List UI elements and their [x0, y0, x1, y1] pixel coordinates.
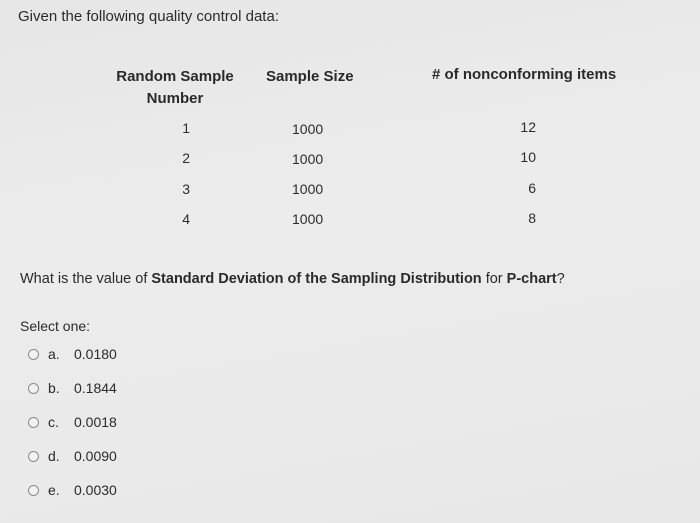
select-one-label: Select one: [20, 318, 91, 334]
cell-size-1: 1000 [292, 121, 324, 137]
option-value: 0.0018 [74, 414, 117, 430]
cell-sample-3: 3 [182, 181, 190, 197]
option-value: 0.1844 [74, 380, 117, 396]
radio-b[interactable] [28, 383, 39, 394]
cell-nonconforming-1: 12 [520, 119, 536, 135]
cell-nonconforming-2: 10 [520, 149, 536, 165]
question-suffix: ? [556, 271, 565, 287]
radio-d[interactable] [28, 451, 39, 462]
option-letter: a. [48, 346, 60, 362]
option-value: 0.0180 [74, 346, 117, 362]
option-value: 0.0030 [74, 482, 117, 498]
cell-nonconforming-3: 6 [528, 180, 536, 196]
header-random-sample-number: Random Sample Number [116, 68, 234, 107]
option-letter: d. [48, 448, 60, 464]
option-e[interactable] [28, 481, 117, 499]
header-sample-size: Sample Size [266, 68, 354, 85]
cell-sample-1: 1 [182, 120, 190, 136]
question-middle: for [481, 271, 507, 287]
header-nonconforming-items: # of nonconforming items [432, 66, 617, 83]
radio-a[interactable] [28, 349, 39, 360]
option-c[interactable] [28, 413, 117, 431]
question-prefix: What is the value of [20, 271, 152, 287]
cell-sample-4: 4 [182, 211, 190, 227]
option-a[interactable] [28, 345, 117, 363]
question-bold-term: Standard Deviation of the Sampling Distribution [151, 271, 482, 287]
option-letter: c. [48, 414, 59, 430]
cell-size-3: 1000 [292, 181, 324, 197]
cell-sample-2: 2 [182, 150, 190, 166]
option-d[interactable] [28, 447, 117, 465]
option-value: 0.0090 [74, 448, 117, 464]
cell-size-2: 1000 [292, 151, 324, 167]
cell-nonconforming-4: 8 [528, 210, 536, 226]
cell-size-4: 1000 [292, 211, 324, 227]
radio-c[interactable] [28, 417, 39, 428]
intro-text: Given the following quality control data: [18, 8, 279, 25]
option-letter: b. [48, 380, 60, 396]
question-text [20, 271, 565, 287]
option-b[interactable] [28, 379, 117, 397]
question-bold-chart: P-chart [506, 271, 557, 287]
option-letter: e. [48, 482, 60, 498]
radio-e[interactable] [28, 485, 39, 496]
